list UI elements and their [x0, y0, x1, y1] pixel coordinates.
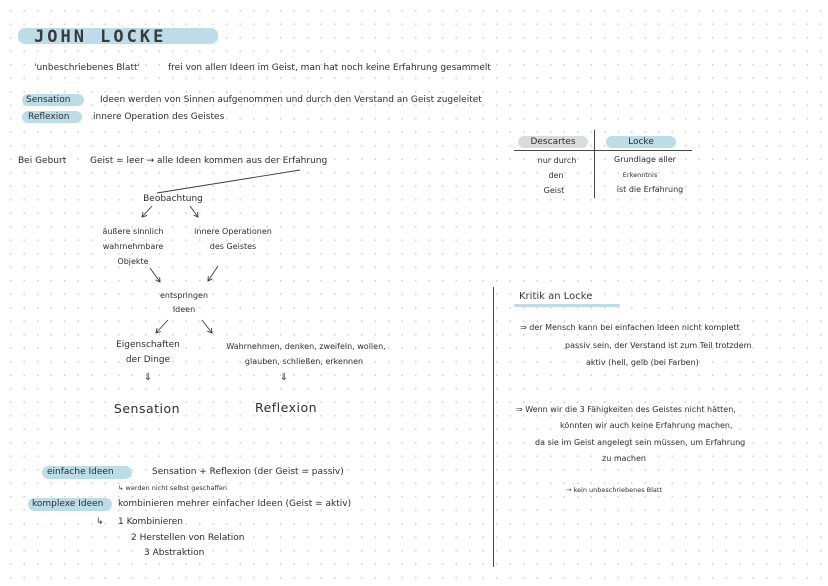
comparison-header-locke: Locke: [628, 137, 654, 147]
tree-middle-line-2: Ideen: [172, 305, 196, 314]
complex-ideas-hook: ↳: [96, 517, 104, 527]
comparison-left-line-2: den: [548, 171, 564, 180]
complex-ideas-term: komplexe Ideen: [32, 499, 104, 509]
critique-point2-line-1: ⇒ Wenn wir die 3 Fähigkeiten des Geistes nicht hätten,: [516, 405, 736, 414]
simple-ideas-term: einfache Ideen: [47, 467, 114, 477]
tree-left-line-1: äußere sinnlich: [102, 227, 164, 236]
double-arrow-right: ⇓: [279, 372, 289, 383]
definition-text-sensation: Ideen werden von Sinnen aufgenommen und durch den Verstand an Geist zugeleitet: [100, 95, 482, 105]
critique-title-underline: [514, 304, 620, 307]
page-title: JOHN LOCKE: [34, 27, 167, 47]
arrow-objects-to-ideas: [150, 268, 160, 282]
tree-left-line-2: wahrnehmbare: [102, 242, 164, 251]
comparison-divider-horizontal: [514, 150, 692, 151]
birth-text: Geist = leer → alle Ideen kommen aus der Erfahrung: [90, 156, 328, 166]
complex-ideas-text: kombinieren mehrer einfacher Ideen (Geist = aktiv): [118, 499, 352, 509]
critique-point1-line-2: passiv sein, der Verstand ist zum Teil trotzdem: [565, 341, 752, 350]
result-sensation: Sensation: [113, 401, 181, 416]
tree-verbs-line-1: Wahrnehmen, denken, zweifeln, wollen,: [226, 342, 386, 351]
intro-text: frei von allen Ideen im Geist, man hat noch keine Erfahrung gesammelt: [168, 63, 491, 73]
critique-point2-line-4: zu machen: [602, 454, 646, 463]
result-reflexion: Reflexion: [254, 400, 318, 415]
arrow-ideas-left: [156, 320, 168, 333]
comparison-right-line-1: Grundlage aller: [614, 155, 676, 164]
birth-label: Bei Geburt: [18, 156, 67, 166]
simple-ideas-note: ↳ werden nicht selbst geschaffen: [118, 484, 228, 492]
arrow-root-left: [142, 206, 152, 217]
tree-middle-line-1: entspringen: [159, 291, 209, 300]
critique-point2-line-3: da sie im Geist angelegt sein müssen, um Erfahrung: [535, 438, 746, 447]
definition-text-reflexion: innere Operation des Geistes: [93, 112, 225, 122]
critique-point1-line-3: aktiv (hell, gelb (bei Farben): [586, 358, 699, 367]
arrow-operations-to-ideas: [208, 266, 218, 281]
tree-left-line-3: Objekte: [117, 257, 149, 266]
birth-connector-line: [157, 170, 300, 193]
tree-props-line-1: Eigenschaften: [116, 340, 180, 350]
critique-title: Kritik an Locke: [519, 291, 593, 302]
critique-point1-line-1: ⇒ der Mensch kann bei einfachen Ideen nicht komplett: [520, 323, 740, 332]
arrow-ideas-right: [202, 320, 212, 333]
simple-ideas-text: Sensation + Reflexion (der Geist = passiv): [152, 467, 344, 477]
tree-verbs-line-2: glauben, schließen, erkennen: [244, 357, 364, 366]
definition-term-sensation: Sensation: [26, 95, 71, 105]
comparison-right-line-2: Erkenntnis: [622, 171, 658, 179]
comparison-header-descartes: Descartes: [530, 137, 576, 147]
tree-props-line-2: der Dinge: [125, 355, 171, 365]
comparison-left-line-3: Geist: [543, 186, 565, 195]
comparison-left-line-1: nur durch: [537, 156, 577, 165]
complex-step-1: 1 Kombinieren: [118, 517, 184, 527]
critique-conclusion: → kein unbeschriebenes Blatt: [566, 486, 662, 494]
tree-root: Beobachtung: [143, 194, 203, 204]
definition-term-reflexion: Reflexion: [28, 112, 70, 122]
complex-step-2: 2 Herstellen von Relation: [131, 533, 245, 543]
comparison-divider-vertical: [594, 130, 595, 198]
critique-point2-line-2: könnten wir auch keine Erfahrung machen,: [560, 421, 733, 430]
complex-step-3: 3 Abstraktion: [144, 548, 205, 558]
double-arrow-left: ⇓: [143, 372, 153, 383]
column-divider: [493, 287, 494, 567]
comparison-right-line-3: ist die Erfahrung: [616, 185, 684, 194]
tree-right-line-1: innere Operationen: [194, 227, 272, 236]
arrow-root-right: [190, 206, 198, 217]
tree-right-line-2: des Geistes: [209, 242, 257, 251]
intro-term: 'unbeschriebenes Blatt': [34, 63, 140, 73]
